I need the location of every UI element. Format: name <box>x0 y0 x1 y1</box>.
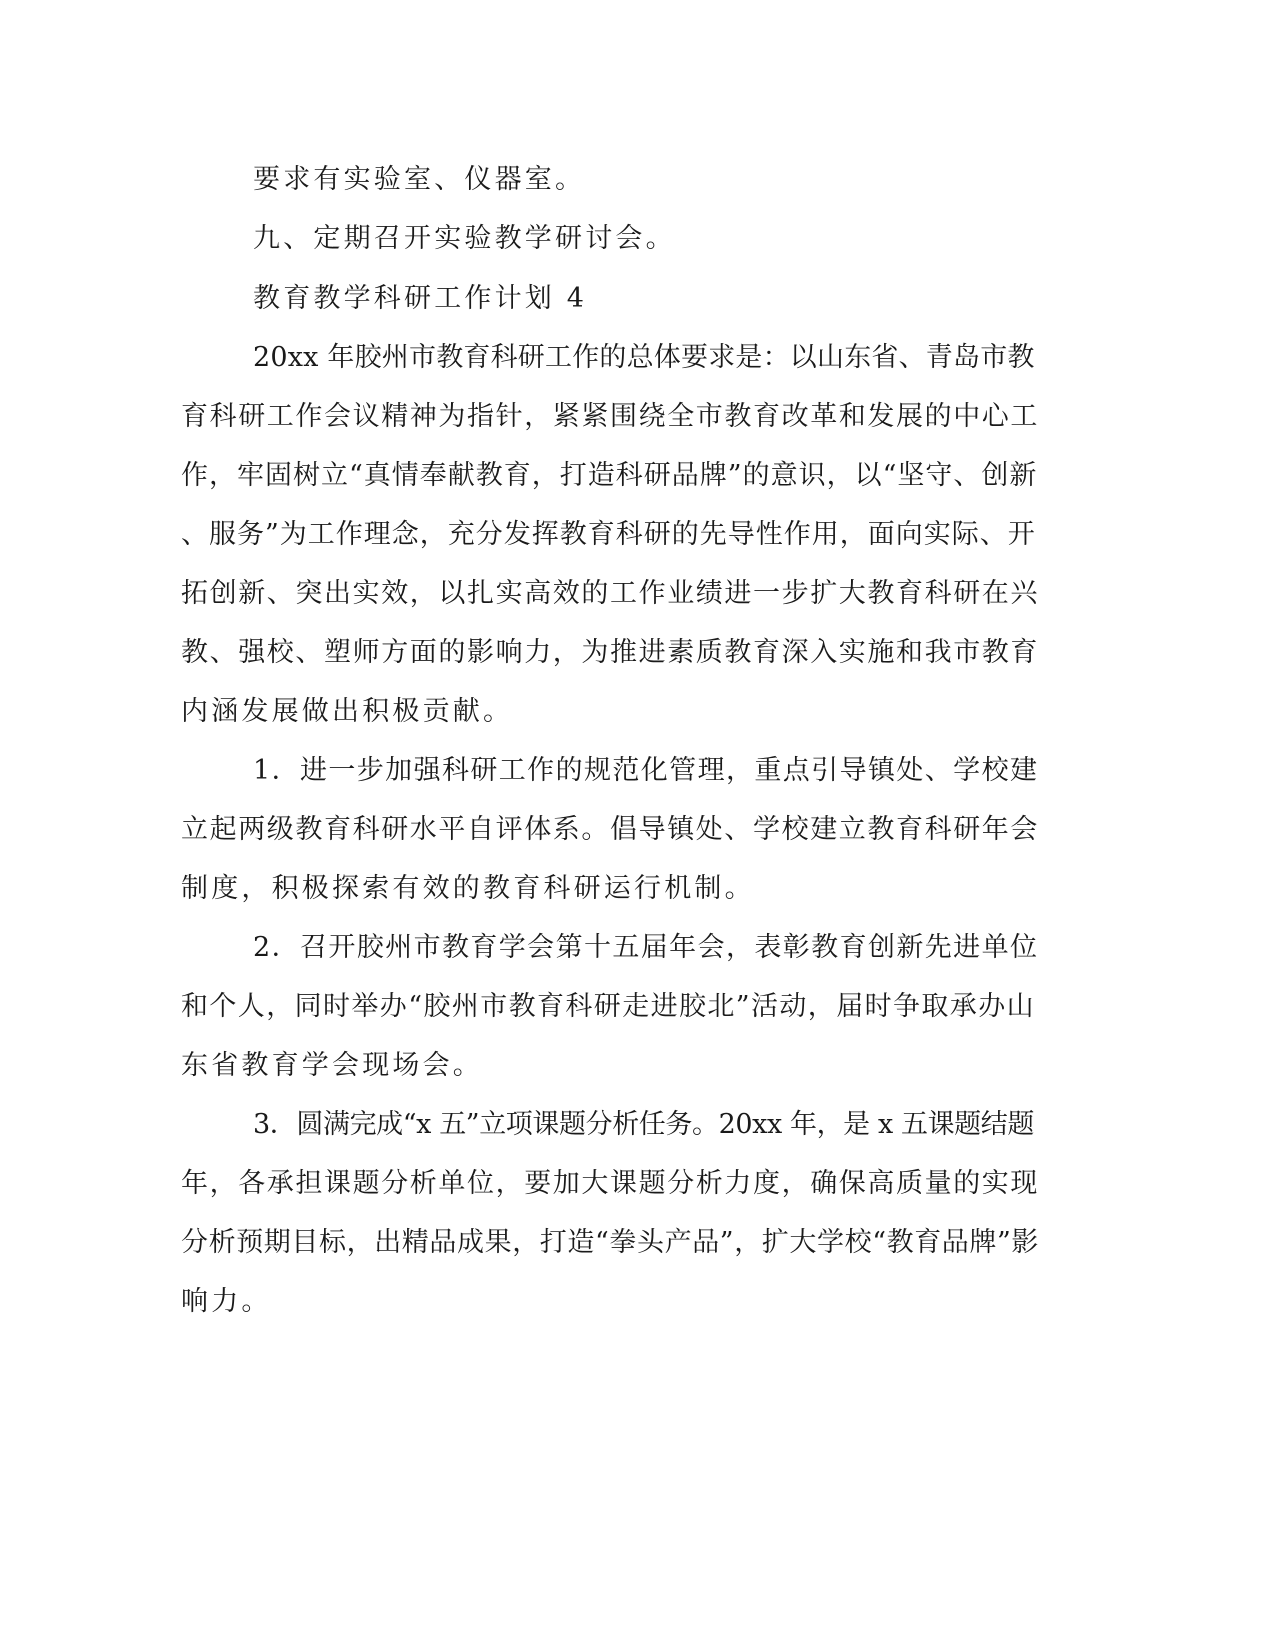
paragraph-1-line-4: 、服务”为工作理念，充分发挥教育科研的先导性作用，面向实际、开 <box>181 519 1036 550</box>
paragraph-1-line-6: 教、强校、塑师方面的影响力，为推进素质教育深入实施和我市教育 <box>181 637 1039 668</box>
item-3-line-1: 3．圆满完成“x 五”立项课题分析任务。20xx 年，是 x 五课题结题 <box>253 1109 1034 1140</box>
paragraph-1-line-2: 育科研工作会议精神为指针，紧紧围绕全市教育改革和发展的中心工 <box>181 401 1039 432</box>
item-2-line-3: 东省教育学会现场会。 <box>181 1050 483 1081</box>
paragraph-1-line-7: 内涵发展做出积极贡献。 <box>181 696 514 727</box>
item-1-line-1: 1．进一步加强科研工作的规范化管理，重点引导镇处、学校建 <box>253 755 1039 786</box>
item-3-line-3: 分析预期目标，出精品成果，打造“拳头产品”，扩大学校“教育品牌”影 <box>181 1227 1040 1258</box>
item-3-line-2: 年，各承担课题分析单位，要加大课题分析力度，确保高质量的实现 <box>181 1168 1039 1199</box>
paragraph-1-line-1: 20xx 年胶州市教育科研工作的总体要求是：以山东省、青岛市教 <box>253 342 1035 373</box>
item-1-line-2: 立起两级教育科研水平自评体系。倡导镇处、学校建立教育科研年会 <box>181 814 1039 845</box>
item-2-line-2: 和个人，同时举办“胶州市教育科研走进胶北”活动，届时争取承办山 <box>181 991 1036 1022</box>
text-line-1: 要求有实验室、仪器室。 <box>253 164 586 195</box>
paragraph-1-line-3: 作，牢固树立“真情奉献教育，打造科研品牌”的意识，以“坚守、创新 <box>181 460 1038 491</box>
item-1-line-3: 制度，积极探索有效的教育科研运行机制。 <box>181 873 755 904</box>
item-3-line-4: 响力。 <box>181 1286 272 1317</box>
paragraph-1-line-5: 拓创新、突出实效，以扎实高效的工作业绩进一步扩大教育科研在兴 <box>181 578 1039 609</box>
text-line-2: 九、定期召开实验教学研讨会。 <box>253 223 676 254</box>
section-heading: 教育教学科研工作计划 4 <box>253 283 588 314</box>
item-2-line-1: 2．召开胶州市教育学会第十五届年会，表彰教育创新先进单位 <box>253 932 1039 963</box>
